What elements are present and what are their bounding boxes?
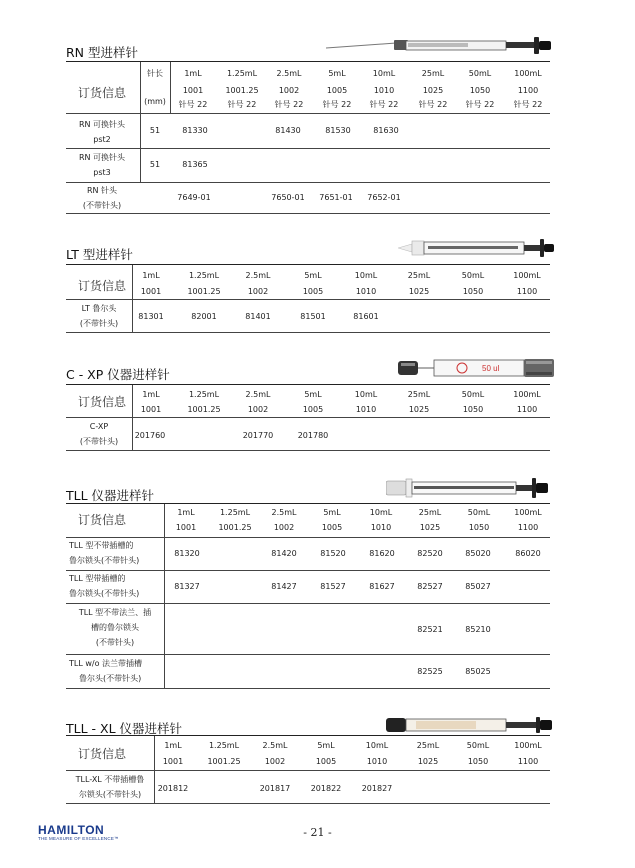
cxp-vol-3: 2.5mL bbox=[245, 390, 271, 399]
tllxl-row-val-5: 201827 bbox=[361, 784, 393, 793]
tll-row1-val-7: 85020 bbox=[465, 549, 491, 558]
cxp-vol-8: 100mL bbox=[513, 390, 541, 399]
tll-row4-label: TLL w/o 法兰带插槽 鲁尔头(不带针头) bbox=[69, 659, 143, 683]
rn-row1-val-5: 81630 bbox=[373, 126, 399, 135]
cxp-code-5: 1010 bbox=[355, 405, 377, 414]
tllxl-row-val-3: 201817 bbox=[259, 784, 291, 793]
cxp-row-val-1: 201760 bbox=[134, 431, 166, 440]
lt-vol-2: 1.25mL bbox=[188, 271, 220, 280]
rn-gauge-4: 针号 22 bbox=[322, 100, 352, 109]
rn-vol-4: 5mL bbox=[328, 69, 346, 78]
rn-row1-val-1: 81330 bbox=[182, 126, 208, 135]
tll-row2-val-4: 81527 bbox=[320, 582, 346, 591]
rn-syringe-image bbox=[326, 36, 556, 60]
lt-vol-6: 25mL bbox=[407, 271, 431, 280]
rn-vol-3: 2.5mL bbox=[276, 69, 302, 78]
tll-row1-val-1: 81320 bbox=[174, 549, 200, 558]
tllxl-row-val-1: 201812 bbox=[157, 784, 189, 793]
tll-section-title: TLL 仪器进样针 bbox=[66, 488, 155, 503]
rn-row2-val-1: 81365 bbox=[182, 160, 208, 169]
tllxl-order-info: 订货信息 bbox=[77, 747, 126, 761]
tll-vol-3: 2.5mL bbox=[271, 508, 297, 517]
cxp-code-7: 1050 bbox=[462, 405, 484, 414]
tllxl-code-4: 1005 bbox=[315, 757, 337, 766]
tll-vol-4: 5mL bbox=[323, 508, 341, 517]
lt-code-1: 1001 bbox=[140, 287, 162, 296]
tllxl-code-6: 1025 bbox=[417, 757, 439, 766]
tllxl-row-label: TLL-XL 不带插槽鲁 尔锁头(不带针头) bbox=[75, 775, 145, 799]
tllxl-row-val-4: 201822 bbox=[310, 784, 342, 793]
lt-code-5: 1010 bbox=[355, 287, 377, 296]
lt-code-8: 1100 bbox=[516, 287, 538, 296]
cxp-row-label: C-XP (不带针头) bbox=[79, 422, 119, 446]
rn-row3-val-3: 7650-01 bbox=[271, 193, 305, 202]
rn-vol-6: 25mL bbox=[421, 69, 445, 78]
rn-gauge-6: 针号 22 bbox=[418, 100, 448, 109]
tll-vol-5: 10mL bbox=[369, 508, 393, 517]
rn-section-title: RN 型进样针 bbox=[66, 45, 139, 60]
tllxl-vol-2: 1.25mL bbox=[208, 741, 240, 750]
tll-row1-val-5: 81620 bbox=[369, 549, 395, 558]
rn-vol-2: 1.25mL bbox=[226, 69, 258, 78]
rn-vol-5: 10mL bbox=[372, 69, 396, 78]
cxp-code-6: 1025 bbox=[408, 405, 430, 414]
rn-gauge-8: 针号 22 bbox=[513, 100, 543, 109]
tllxl-vol-7: 50mL bbox=[466, 741, 490, 750]
rn-code-3: 1002 bbox=[278, 86, 300, 95]
lt-row-val-4: 81501 bbox=[300, 312, 326, 321]
cxp-code-3: 1002 bbox=[247, 405, 269, 414]
cxp-vol-7: 50mL bbox=[461, 390, 485, 399]
tll-code-8: 1100 bbox=[517, 523, 539, 532]
tll-code-7: 1050 bbox=[468, 523, 490, 532]
tllxl-vol-4: 5mL bbox=[317, 741, 335, 750]
tllxl-vol-3: 2.5mL bbox=[262, 741, 288, 750]
rn-row1-val-4: 81530 bbox=[325, 126, 351, 135]
tllxl-vol-6: 25mL bbox=[416, 741, 440, 750]
tllxl-vol-8: 100mL bbox=[514, 741, 542, 750]
rn-row3-val-4: 7651-01 bbox=[319, 193, 353, 202]
tll-row2-label: TLL 型带插槽的 鲁尔锁头(不带针头) bbox=[69, 574, 140, 598]
rn-code-6: 1025 bbox=[422, 86, 444, 95]
tll-row2-val-5: 81627 bbox=[369, 582, 395, 591]
cxp-syringe-label: 50 ul bbox=[482, 364, 500, 373]
lt-vol-8: 100mL bbox=[513, 271, 541, 280]
cxp-row-val-3: 201770 bbox=[242, 431, 274, 440]
rn-vol-7: 50mL bbox=[468, 69, 492, 78]
rn-gauge-7: 针号 22 bbox=[465, 100, 495, 109]
rn-code-1: 1001 bbox=[182, 86, 204, 95]
tll-code-1: 1001 bbox=[175, 523, 197, 532]
cxp-row-val-4: 201780 bbox=[297, 431, 329, 440]
lt-vol-1: 1mL bbox=[142, 271, 160, 280]
lt-vol-5: 10mL bbox=[354, 271, 378, 280]
tll-row1-label: TLL 型不带插槽的 鲁尔锁头(不带针头) bbox=[69, 541, 140, 565]
rn-gauge-1: 针号 22 bbox=[178, 100, 208, 109]
lt-row-val-1: 81301 bbox=[138, 312, 164, 321]
tll-vol-8: 100mL bbox=[514, 508, 542, 517]
lt-vol-3: 2.5mL bbox=[245, 271, 271, 280]
tll-row1-val-8: 86020 bbox=[515, 549, 541, 558]
cxp-code-8: 1100 bbox=[516, 405, 538, 414]
cxp-order-info: 订货信息 bbox=[77, 395, 126, 409]
lt-code-7: 1050 bbox=[462, 287, 484, 296]
tll-row2-val-1: 81327 bbox=[174, 582, 200, 591]
rn-row1-length: 51 bbox=[149, 126, 161, 135]
tllxl-section-title: TLL - XL 仪器进样针 bbox=[66, 721, 183, 736]
tll-row2-val-7: 85027 bbox=[465, 582, 491, 591]
lt-vol-4: 5mL bbox=[304, 271, 322, 280]
lt-code-2: 1001.25 bbox=[187, 287, 221, 296]
page-number: - 21 - bbox=[303, 826, 332, 839]
rn-vol-8: 100mL bbox=[514, 69, 542, 78]
lt-row-val-2: 82001 bbox=[191, 312, 217, 321]
tll-code-4: 1005 bbox=[321, 523, 343, 532]
cxp-code-4: 1005 bbox=[302, 405, 324, 414]
cxp-syringe-image bbox=[398, 355, 556, 385]
tll-code-3: 1002 bbox=[273, 523, 295, 532]
cxp-vol-6: 25mL bbox=[407, 390, 431, 399]
cxp-vol-1: 1mL bbox=[142, 390, 160, 399]
rn-code-5: 1010 bbox=[373, 86, 395, 95]
lt-code-6: 1025 bbox=[408, 287, 430, 296]
logo-brand: HAMILTON bbox=[38, 823, 105, 837]
lt-section-title: LT 型进样针 bbox=[66, 247, 133, 262]
logo-tagline: THE MEASURE OF EXCELLENCE™ bbox=[38, 836, 119, 841]
rn-code-2: 1001.25 bbox=[225, 86, 259, 95]
tll-code-6: 1025 bbox=[419, 523, 441, 532]
tllxl-vol-1: 1mL bbox=[164, 741, 182, 750]
tll-row3-label: TLL 型不带法兰、插 槽的鲁尔锁头 (不带针头) bbox=[78, 608, 152, 647]
cxp-vol-4: 5mL bbox=[304, 390, 322, 399]
tllxl-code-2: 1001.25 bbox=[207, 757, 241, 766]
rn-order-info: 订货信息 bbox=[77, 86, 126, 100]
lt-syringe-image bbox=[398, 237, 556, 263]
rn-row2-length: 51 bbox=[149, 160, 161, 169]
tllxl-code-1: 1001 bbox=[162, 757, 184, 766]
lt-vol-7: 50mL bbox=[461, 271, 485, 280]
tll-code-5: 1010 bbox=[370, 523, 392, 532]
rn-code-7: 1050 bbox=[469, 86, 491, 95]
tll-vol-2: 1.25mL bbox=[219, 508, 251, 517]
lt-code-3: 1002 bbox=[247, 287, 269, 296]
tllxl-vol-5: 10mL bbox=[365, 741, 389, 750]
tllxl-code-7: 1050 bbox=[467, 757, 489, 766]
tll-syringe-image bbox=[386, 476, 556, 504]
tll-row3-val-6: 82521 bbox=[417, 625, 443, 634]
tll-row1-val-6: 82520 bbox=[417, 549, 443, 558]
tll-row2-val-6: 82527 bbox=[417, 582, 443, 591]
tll-vol-1: 1mL bbox=[177, 508, 195, 517]
rn-row3-val-1: 7649-01 bbox=[177, 193, 211, 202]
cxp-code-2: 1001.25 bbox=[187, 405, 221, 414]
tll-row4-val-7: 85025 bbox=[465, 667, 491, 676]
tll-row3-val-7: 85210 bbox=[465, 625, 491, 634]
tllxl-code-5: 1010 bbox=[366, 757, 388, 766]
rn-row3-val-5: 7652-01 bbox=[367, 193, 401, 202]
cxp-section-title: C - XP 仪器进样针 bbox=[66, 367, 170, 382]
tllxl-code-3: 1002 bbox=[264, 757, 286, 766]
tll-row1-val-4: 81520 bbox=[320, 549, 346, 558]
rn-row1-val-3: 81430 bbox=[275, 126, 301, 135]
cxp-code-1: 1001 bbox=[140, 405, 162, 414]
tllxl-code-8: 1100 bbox=[517, 757, 539, 766]
tll-row4-val-6: 82525 bbox=[417, 667, 443, 676]
rn-code-4: 1005 bbox=[326, 86, 348, 95]
cxp-vol-5: 10mL bbox=[354, 390, 378, 399]
lt-row-val-3: 81401 bbox=[245, 312, 271, 321]
rn-gauge-3: 针号 22 bbox=[274, 100, 304, 109]
tll-order-info: 订货信息 bbox=[77, 513, 126, 527]
tll-vol-6: 25mL bbox=[418, 508, 442, 517]
rn-row1-label: RN 可换针头 pst2 bbox=[78, 120, 126, 144]
tll-code-2: 1001.25 bbox=[218, 523, 252, 532]
rn-code-8: 1100 bbox=[517, 86, 539, 95]
tll-vol-7: 50mL bbox=[467, 508, 491, 517]
tll-row1-val-3: 81420 bbox=[271, 549, 297, 558]
rn-gauge-2: 针号 22 bbox=[227, 100, 257, 109]
lt-code-4: 1005 bbox=[302, 287, 324, 296]
lt-row-label: LT 鲁尔头 (不带针头) bbox=[79, 304, 119, 328]
rn-gauge-5: 针号 22 bbox=[369, 100, 399, 109]
rn-row2-label: RN 可换针头 pst3 bbox=[78, 153, 126, 177]
rn-needle-length-label: 针长 bbox=[147, 69, 163, 78]
lt-row-val-5: 81601 bbox=[353, 312, 379, 321]
tll-row2-val-3: 81427 bbox=[271, 582, 297, 591]
rn-needle-length-unit: (mm) bbox=[144, 97, 166, 106]
rn-vol-1: 1mL bbox=[184, 69, 202, 78]
lt-order-info: 订货信息 bbox=[77, 279, 126, 293]
rn-row3-label: RN 针头 (不带针头) bbox=[82, 186, 122, 210]
cxp-vol-2: 1.25mL bbox=[188, 390, 220, 399]
